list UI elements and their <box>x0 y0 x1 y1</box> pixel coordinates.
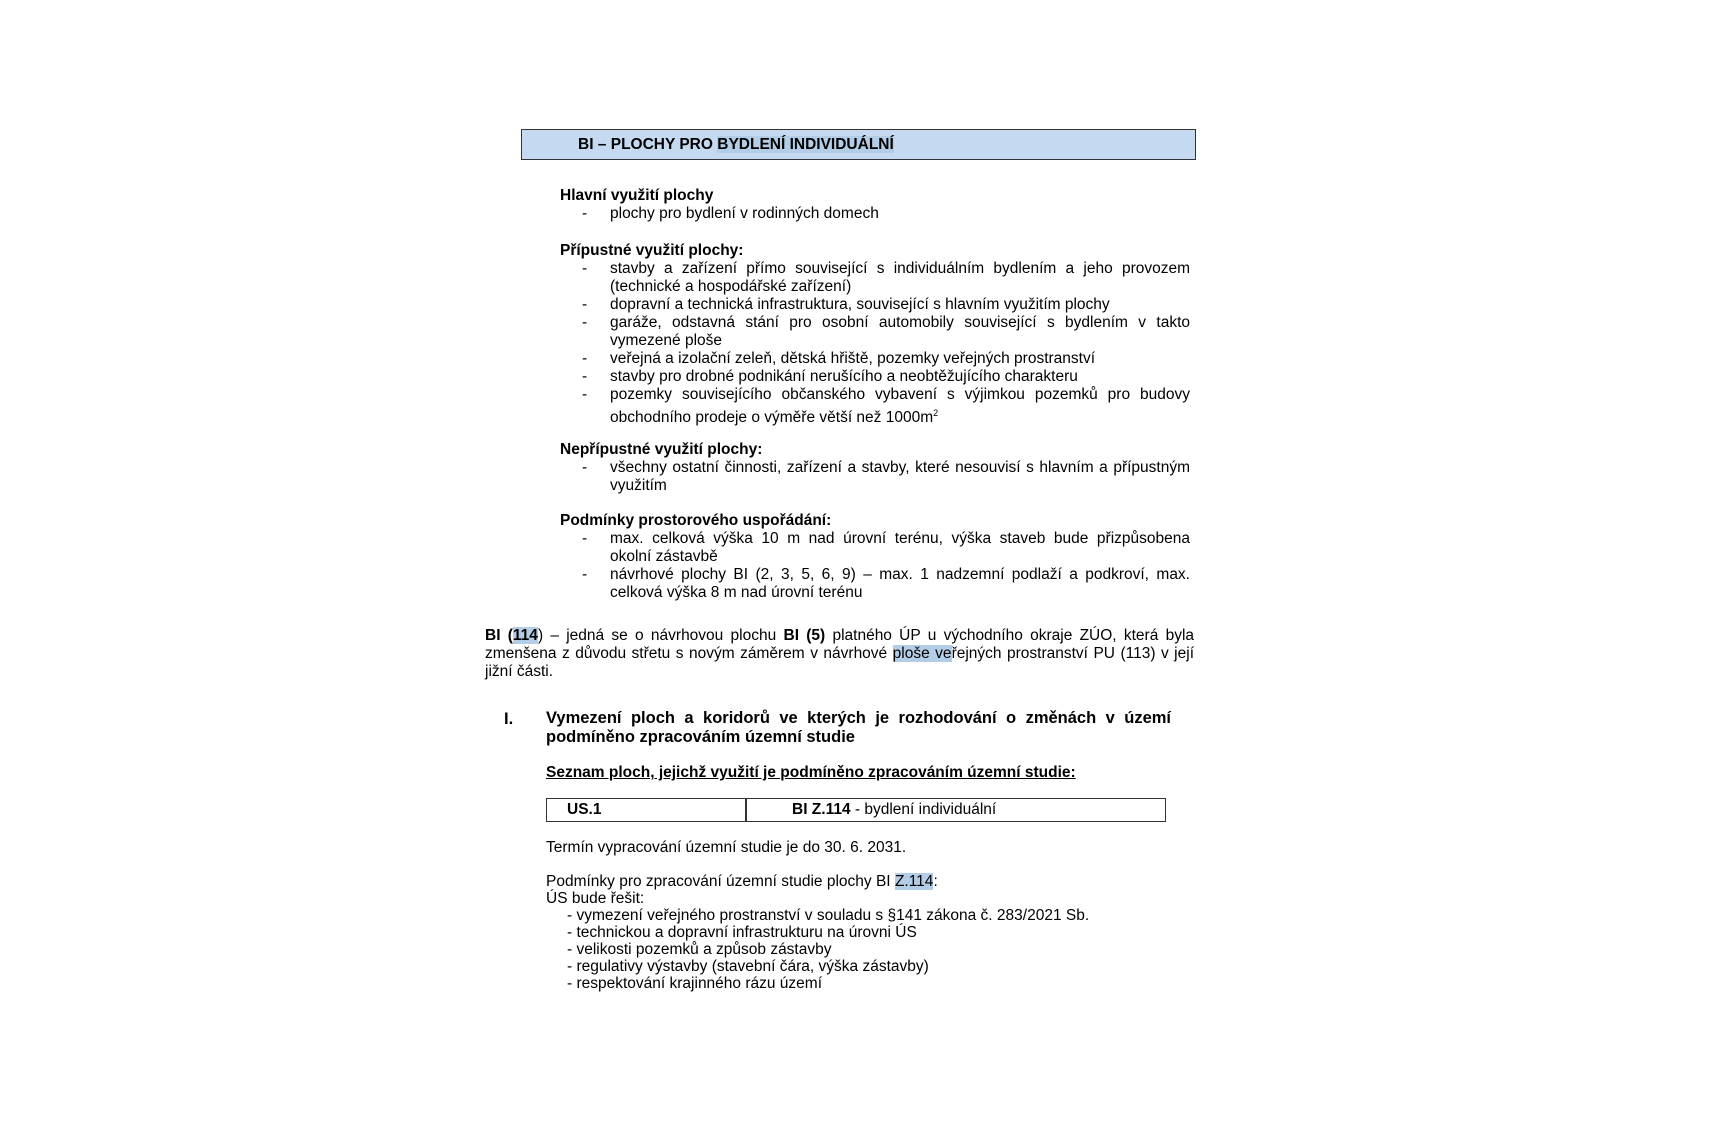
list-dash: - <box>582 205 588 222</box>
table-divider <box>745 798 747 822</box>
permitted-item <box>610 350 1190 368</box>
permitted-item <box>610 314 1190 350</box>
permitted-item <box>610 368 1190 386</box>
list-dash: - <box>582 260 588 277</box>
table-cell-area <box>792 801 996 819</box>
title-prefix: BI – PLOCHY PRO <box>578 136 718 153</box>
item-line: všechny ostatní činnosti, zařízení a stavby, které nesouvisí s hlavním a přípustným <box>610 459 1190 476</box>
task-item: - velikosti pozemků a způsob zástavby <box>567 941 832 958</box>
title-highlighted: BYDLENÍ INDIVIDUÁLNÍ <box>717 136 894 153</box>
item-line: veřejná a izolační zeleň, dětská hřiště, pozemky veřejných prostranství <box>610 350 1096 367</box>
para-bi5: BI (5) <box>783 627 826 644</box>
conditions-intro <box>546 873 938 891</box>
item-line: pozemky souvisejícího občanského vybavení s výjimkou pozemků pro budovy <box>610 386 1190 403</box>
item-line: okolní zástavbě <box>610 548 718 565</box>
para-highlight: ploše ve <box>892 645 952 662</box>
list-dash: - <box>582 368 588 385</box>
cond-highlight: Z.114 <box>894 873 934 890</box>
term-text: Termín vypracování územní studie je do 30. 6. 2031. <box>546 839 907 856</box>
item-line: dopravní a technická infrastruktura, související s hlavním využitím plochy <box>610 296 1110 313</box>
page-title <box>578 136 894 154</box>
us-label: ÚS bude řešit: <box>546 890 645 907</box>
main-use-heading: Hlavní využití plochy <box>560 187 714 204</box>
para-bi: BI <box>485 627 501 644</box>
spatial-heading: Podmínky prostorového uspořádání: <box>560 512 832 529</box>
item-line: max. celková výška 10 m nad úrovní terénu, výška staveb bude přizpůsobena <box>610 530 1190 547</box>
forbidden-use-heading: Nepřípustné využití plochy: <box>560 441 763 458</box>
item-line: (technické a hospodářské zařízení) <box>610 278 852 295</box>
section-subheading: Seznam ploch, jejichž využití je podmíněno zpracováním územní studie: <box>546 764 1076 781</box>
task-item: - respektování krajinného rázu území <box>567 975 823 992</box>
main-use-item: plochy pro bydlení v rodinných domech <box>610 205 879 222</box>
task-item: - vymezení veřejného prostranství v souladu s §141 zákona č. 283/2021 Sb. <box>567 907 1090 924</box>
list-dash: - <box>582 459 588 476</box>
item-line: stavby a zařízení přímo související s individuálním bydlením a jeho provozem <box>610 260 1190 277</box>
item-line <box>610 404 1190 427</box>
item-line: využitím <box>610 477 667 494</box>
area-code: BI Z.114 <box>792 801 851 818</box>
para-open: ( <box>500 627 513 644</box>
item-text: obchodního prodeje o výměře větší než 1000m <box>610 409 934 427</box>
permitted-item <box>610 386 1190 427</box>
table-cell-code: US.1 <box>567 801 602 818</box>
list-dash: - <box>582 386 588 403</box>
list-dash: - <box>582 350 588 367</box>
para-text: ) – jedná se o návrhovou plochu <box>537 627 784 644</box>
bi-114-paragraph <box>485 627 1194 681</box>
permitted-item <box>610 260 1190 296</box>
list-dash: - <box>582 530 588 547</box>
para-text: řejných prostranství PU (113) v její jižní části. <box>485 645 1194 680</box>
para-text: platného ÚP u východního okraje ZÚO, která byla zmenšena z důvodu střetu s novým záměrem v návrhové <box>485 627 1195 662</box>
forbidden-item <box>610 459 1190 495</box>
task-item: - technickou a dopravní infrastrukturu na úrovni ÚS <box>567 924 917 941</box>
spatial-item <box>610 530 1190 566</box>
para-num: 114 <box>512 627 538 644</box>
cond-text: : <box>933 873 938 890</box>
item-line: návrhové plochy BI (2, 3, 5, 6, 9) – max. 1 nadzemní podlaží a podkroví, max. <box>610 566 1190 583</box>
section-number: I. <box>504 710 514 728</box>
task-item: - regulativy výstavby (stavební čára, výška zástavby) <box>567 958 929 975</box>
list-dash: - <box>582 296 588 313</box>
spatial-item <box>610 566 1190 602</box>
item-line: vymezené ploše <box>610 332 723 349</box>
item-line: garáže, odstavná stání pro osobní automobily související s bydlením v takto <box>610 314 1190 331</box>
permitted-use-heading: Přípustné využití plochy: <box>560 242 744 259</box>
item-line: stavby pro drobné podnikání nerušícího a neobtěžujícího charakteru <box>610 368 1078 385</box>
item-line: celková výška 8 m nad úrovní terénu <box>610 584 863 601</box>
area-desc: - bydlení individuální <box>850 801 997 818</box>
permitted-item <box>610 296 1190 314</box>
list-dash: - <box>582 314 588 331</box>
section-title: Vymezení ploch a koridorů ve kterých je rozhodování o změnách v území podmíněno zpracováním územní studie <box>546 709 1171 746</box>
list-dash: - <box>582 566 588 583</box>
superscript: 2 <box>933 408 939 418</box>
cond-text: Podmínky pro zpracování územní studie plochy BI <box>546 873 895 890</box>
